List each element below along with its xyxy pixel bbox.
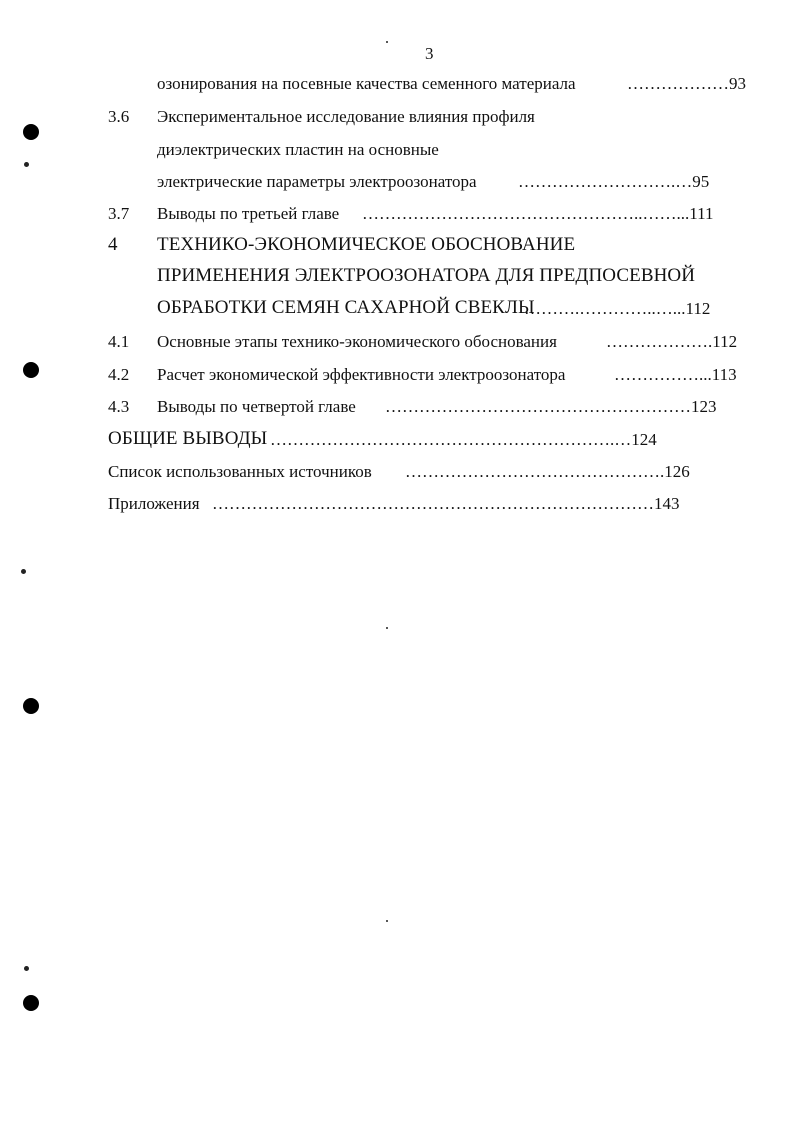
page-number: 3 bbox=[425, 44, 434, 63]
toc-chapter-4-line2: ПРИМЕНЕНИЯ ЭЛЕКТРООЗОНАТОРА ДЛЯ ПРЕДПОСЕВНОЙ bbox=[157, 265, 696, 286]
scan-speck bbox=[21, 569, 26, 574]
toc-item-4-1: Основные этапы технико-экономического обоснования bbox=[157, 332, 557, 351]
toc-leader-dots: ………………………………………………123 bbox=[385, 397, 717, 416]
toc-leader-dots: ……………………………………….126 bbox=[405, 462, 690, 481]
scan-speck bbox=[386, 41, 388, 43]
toc-leader-dots: ……………………………………………………………………143 bbox=[212, 494, 680, 513]
toc-number-4: 4 bbox=[108, 234, 118, 255]
toc-leader-dots: …………………………………………..……...111 bbox=[362, 204, 714, 223]
toc-item-4-3: Выводы по четвертой главе bbox=[157, 397, 356, 416]
toc-general-conclusions: ОБЩИЕ ВЫВОДЫ bbox=[108, 428, 268, 449]
toc-leader-dots: ……………………….…95 bbox=[518, 172, 710, 191]
scan-speck bbox=[386, 627, 388, 629]
toc-item-3-7: Выводы по третьей главе bbox=[157, 204, 340, 223]
toc-item-4-2: Расчет экономической эффективности электроозонатора bbox=[157, 365, 566, 384]
toc-appendices: Приложения bbox=[108, 494, 200, 513]
toc-number-3-7: 3.7 bbox=[108, 204, 130, 223]
binder-hole bbox=[23, 995, 39, 1011]
toc-leader-dots: ……….…………..…...112 bbox=[524, 299, 711, 318]
toc-item-3-6-line2: диэлектрических пластин на основные bbox=[157, 140, 439, 159]
scan-speck bbox=[386, 920, 388, 922]
toc-chapter-4-line3: ОБРАБОТКИ СЕМЯН САХАРНОЙ СВЕКЛЫ bbox=[157, 297, 535, 318]
toc-number-4-2: 4.2 bbox=[108, 365, 130, 384]
toc-item-3-6-line3: электрические параметры электроозонатора bbox=[157, 172, 477, 191]
toc-chapter-4-line1: ТЕХНИКО-ЭКОНОМИЧЕСКОЕ ОБОСНОВАНИЕ bbox=[157, 234, 576, 255]
toc-number-4-1: 4.1 bbox=[108, 332, 130, 351]
toc-leader-dots: ………………93 bbox=[627, 74, 746, 93]
binder-hole bbox=[23, 362, 39, 378]
toc-continuation-text: озонирования на посевные качества семенного материала bbox=[157, 74, 576, 93]
scan-speck bbox=[24, 966, 29, 971]
binder-hole bbox=[23, 698, 39, 714]
toc-leader-dots: …………………………………………………….…124 bbox=[270, 430, 657, 449]
toc-number-3-6: 3.6 bbox=[108, 107, 130, 126]
toc-item-3-6-line1: Экспериментальное исследование влияния профиля bbox=[157, 107, 535, 126]
binder-hole bbox=[23, 124, 39, 140]
toc-leader-dots: ……………...113 bbox=[614, 365, 737, 384]
toc-references: Список использованных источников bbox=[108, 462, 372, 481]
scan-speck bbox=[24, 162, 29, 167]
toc-leader-dots: ……………….112 bbox=[606, 332, 738, 351]
toc-number-4-3: 4.3 bbox=[108, 397, 130, 416]
